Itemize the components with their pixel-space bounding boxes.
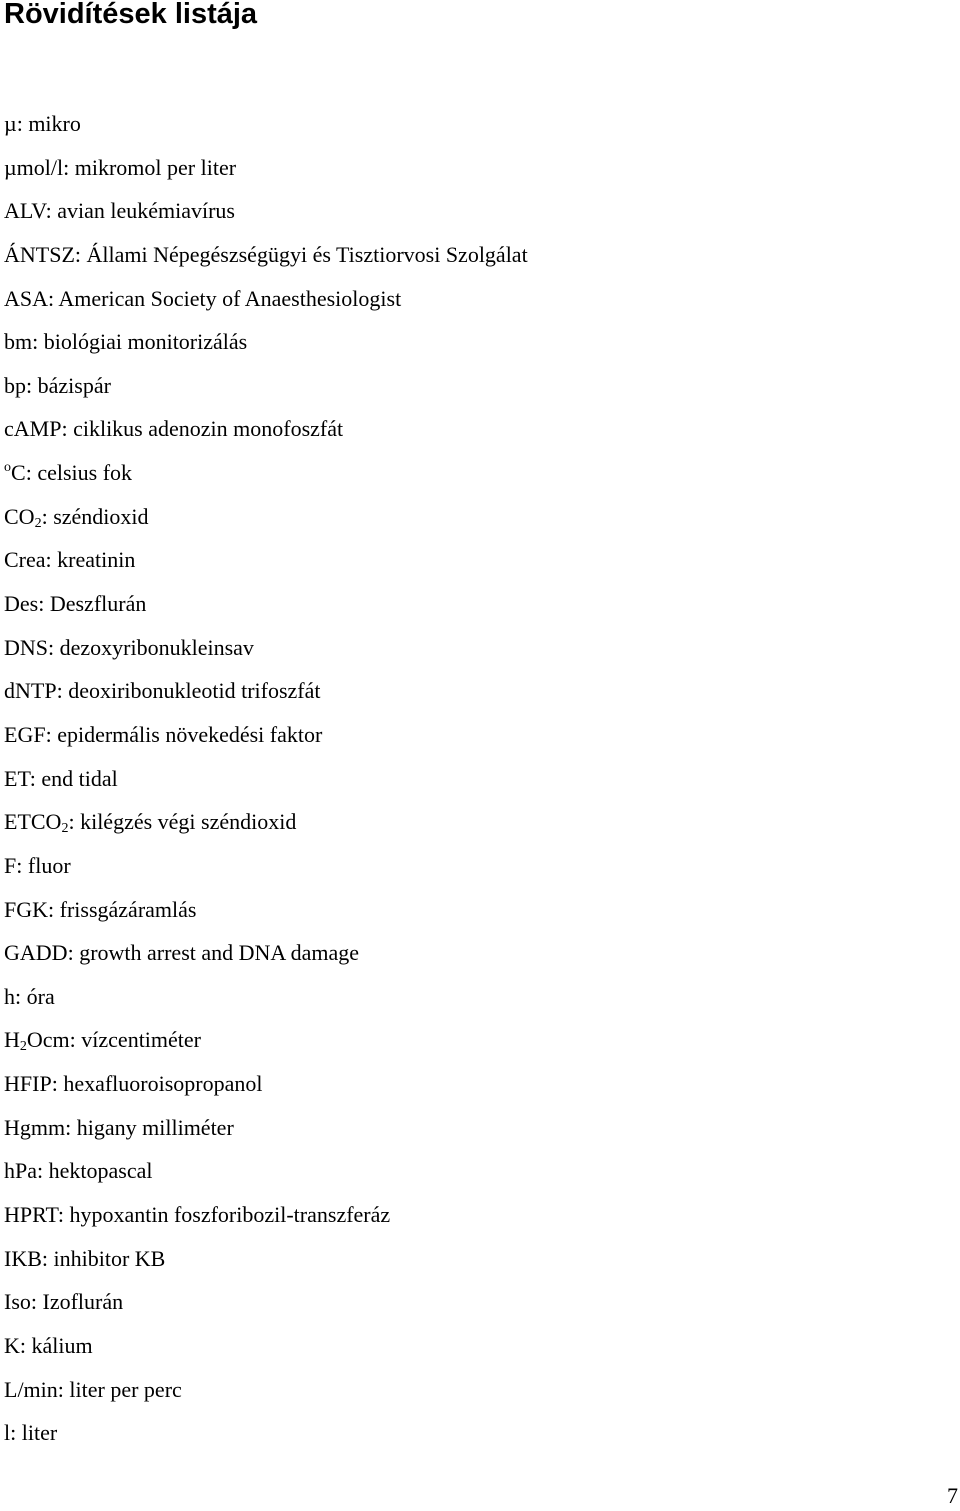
abbreviation-definition: kilégzés végi széndioxid [80, 809, 297, 835]
abbreviation-term [4, 591, 38, 616]
abbreviation-main: H [4, 1027, 20, 1053]
abbreviation-main: ET [4, 765, 30, 791]
abbreviation-definition: growth arrest and DNA damage [79, 940, 359, 966]
abbreviation-main: ETCO [4, 809, 62, 835]
abbreviation-definition: American Society of Anaesthesiologist [58, 285, 402, 311]
abbreviation-subscript: 2 [19, 1039, 27, 1055]
abbreviation-entry: EGF: epidermális növekedési faktor [4, 721, 323, 747]
abbreviation-subscript: 2 [34, 515, 42, 531]
abbreviation-entry: cAMP: ciklikus adenozin monofoszfát [4, 416, 344, 442]
abbreviation-main: C [11, 460, 26, 486]
abbreviation-term [4, 635, 48, 660]
abbreviation-term [4, 1071, 52, 1096]
abbreviation-term [4, 373, 26, 398]
abbreviation-main: CO [4, 503, 35, 529]
abbreviation-main: Hgmm [4, 1114, 66, 1140]
abbreviation-definition: dezoxyribonukleinsav [59, 634, 254, 660]
abbreviation-term [4, 242, 75, 267]
abbreviation-definition: avian leukémiavírus [57, 198, 235, 224]
abbreviation-term [4, 1115, 65, 1140]
abbreviation-main: EGF [4, 721, 46, 747]
abbreviation-definition: széndioxid [53, 503, 149, 529]
abbreviation-definition: frissgázáramlás [59, 896, 197, 922]
abbreviation-term [4, 1158, 37, 1183]
abbreviation-main: bp [4, 372, 26, 398]
abbreviation-entry: Des: Deszflurán [4, 591, 147, 617]
abbreviation-term [4, 1027, 70, 1055]
abbreviation-entry: HFIP: hexafluoroisopropanol [4, 1071, 263, 1097]
abbreviation-main: hPa [4, 1158, 37, 1184]
abbreviation-superscript: o [4, 460, 11, 476]
abbreviation-term [4, 766, 30, 791]
abbreviation-entry: Crea: kreatinin [4, 547, 136, 573]
abbreviation-definition: mikro [28, 111, 81, 136]
abbreviation-main: h [4, 983, 15, 1009]
abbreviation-term [4, 678, 57, 703]
abbreviation-entry: bp: bázispár [4, 372, 111, 398]
abbreviation-main: l [4, 1420, 11, 1446]
abbreviation-main: L/min [4, 1376, 58, 1402]
abbreviation-entry: h: óra [4, 983, 55, 1009]
abbreviation-definition: end tidal [41, 765, 118, 791]
abbreviation-main: HFIP [4, 1071, 52, 1097]
abbreviation-main: ALV [4, 198, 46, 224]
abbreviation-term [4, 416, 61, 441]
abbreviation-term [4, 111, 17, 136]
abbreviation-entry: Iso: Izoflurán [4, 1289, 124, 1315]
abbreviation-definition: hektopascal [48, 1158, 153, 1184]
abbreviation-term [4, 1420, 10, 1445]
abbreviation-definition: Állami Népegészségügyi és Tisztiorvosi Szolgálat [86, 241, 528, 267]
abbreviation-entry: L/min: liter per perc [4, 1376, 182, 1402]
abbreviation-entry: ASA: American Society of Anaesthesiologist [4, 285, 402, 311]
abbreviation-main: DNS [4, 634, 49, 660]
abbreviation-entry: FGK: frissgázáramlás [4, 896, 197, 922]
abbreviation-entry: F: fluor [4, 852, 71, 878]
abbreviation-main: GADD [4, 940, 68, 966]
abbreviation-main: cAMP [4, 416, 62, 442]
abbreviation-term [4, 809, 69, 837]
abbreviation-term [4, 155, 63, 180]
abbreviation-main: FGK [4, 896, 49, 922]
abbreviation-main: dNTP [4, 678, 57, 704]
abbreviation-main: F [4, 852, 17, 878]
abbreviation-main: Crea [4, 547, 46, 573]
abbreviation-definition: liter per perc [69, 1376, 182, 1402]
abbreviation-term [4, 460, 26, 485]
abbreviation-entry: l: liter [4, 1420, 58, 1446]
abbreviation-entry: µ: mikro [4, 111, 81, 136]
abbreviation-definition: liter [21, 1420, 58, 1446]
abbreviation-definition: bázispár [37, 372, 111, 398]
abbreviation-main: µ [4, 111, 17, 136]
abbreviation-entry: $ETCO_2$: kilégzés végi széndioxid [4, 809, 297, 837]
abbreviation-main: µmol/l [4, 154, 64, 180]
abbreviation-term [4, 1246, 42, 1271]
abbreviation-definition: kálium [31, 1332, 93, 1358]
page-number: 7 [947, 1483, 958, 1508]
abbreviation-entry: $CO_2$: széndioxid [4, 503, 149, 531]
abbreviation-definition: Deszflurán [49, 591, 147, 617]
abbreviation-term [4, 722, 46, 747]
abbreviation-term [4, 286, 48, 311]
abbreviation-term [4, 1377, 58, 1402]
abbreviation-entry: µmol/l: mikromol per liter [4, 154, 237, 180]
abbreviation-definition: Izoflurán [42, 1289, 124, 1315]
page-title: Rövidítések listája [4, 0, 258, 30]
abbreviation-term [4, 198, 46, 223]
abbreviation-term [4, 504, 42, 529]
abbreviation-entry: ÁNTSZ: Állami Népegészségügyi és Tisztiorvosi Szolgálat [4, 241, 528, 267]
abbreviation-term [4, 940, 68, 965]
abbreviation-definition: higany milliméter [76, 1114, 234, 1140]
abbreviation-entry: $H_2Ocm$: vízcentiméter [4, 1027, 201, 1055]
abbreviation-main: HPRT [4, 1202, 58, 1228]
abbreviation-subscript: 2 [61, 821, 69, 837]
abbreviation-definition: óra [26, 983, 55, 1009]
abbreviation-list [4, 108, 528, 1461]
abbreviation-entry: dNTP: deoxiribonukleotid trifoszfát [4, 678, 321, 704]
abbreviation-suffix: Ocm [26, 1027, 70, 1053]
abbreviation-entry: K: kálium [4, 1332, 93, 1358]
abbreviation-entry: bm: biológiai monitorizálás [4, 329, 248, 355]
abbreviation-term [4, 1202, 58, 1227]
abbreviation-definition: hypoxantin foszforibozil-transzferáz [69, 1202, 391, 1228]
abbreviation-definition: kreatinin [57, 547, 136, 573]
abbreviation-definition: vízcentiméter [81, 1027, 201, 1053]
abbreviation-main: Des [4, 591, 39, 617]
abbreviation-entry: DNS: dezoxyribonukleinsav [4, 634, 254, 660]
abbreviation-entry: ET: end tidal [4, 765, 118, 791]
abbreviation-term [4, 329, 32, 354]
abbreviation-entry: ALV: avian leukémiavírus [4, 198, 235, 224]
abbreviation-entry: Hgmm: higany milliméter [4, 1114, 234, 1140]
abbreviation-main: K [4, 1332, 20, 1358]
abbreviation-definition: epidermális növekedési faktor [57, 721, 323, 747]
abbreviation-definition: hexafluoroisopropanol [63, 1071, 263, 1097]
abbreviation-term [4, 547, 46, 572]
abbreviation-main: Iso [4, 1289, 31, 1315]
abbreviation-main: IKB [4, 1245, 42, 1271]
abbreviation-term [4, 853, 16, 878]
abbreviation-entry: $^o$C: celsius fok [4, 460, 133, 486]
abbreviation-term [4, 1289, 31, 1314]
abbreviation-main: ÁNTSZ [4, 241, 75, 267]
abbreviation-definition: fluor [27, 852, 71, 878]
abbreviation-term [4, 984, 15, 1009]
abbreviation-definition: biológiai monitorizálás [43, 329, 248, 355]
abbreviation-entry: HPRT: hypoxantin foszforibozil-transzferáz [4, 1202, 391, 1228]
abbreviation-term [4, 1333, 20, 1358]
abbreviation-entry: IKB: inhibitor KB [4, 1245, 166, 1271]
abbreviation-entry: hPa: hektopascal [4, 1158, 153, 1184]
abbreviation-main: bm [4, 329, 33, 355]
abbreviation-definition: deoxiribonukleotid trifoszfát [68, 678, 321, 704]
abbreviation-entry: GADD: growth arrest and DNA damage [4, 940, 359, 966]
abbreviation-definition: inhibitor KB [53, 1245, 166, 1271]
abbreviation-definition: mikromol per liter [74, 154, 237, 180]
abbreviation-term [4, 897, 48, 922]
abbreviation-definition: ciklikus adenozin monofoszfát [73, 416, 344, 442]
abbreviation-definition: celsius fok [37, 460, 133, 486]
abbreviation-main: ASA [4, 285, 49, 311]
